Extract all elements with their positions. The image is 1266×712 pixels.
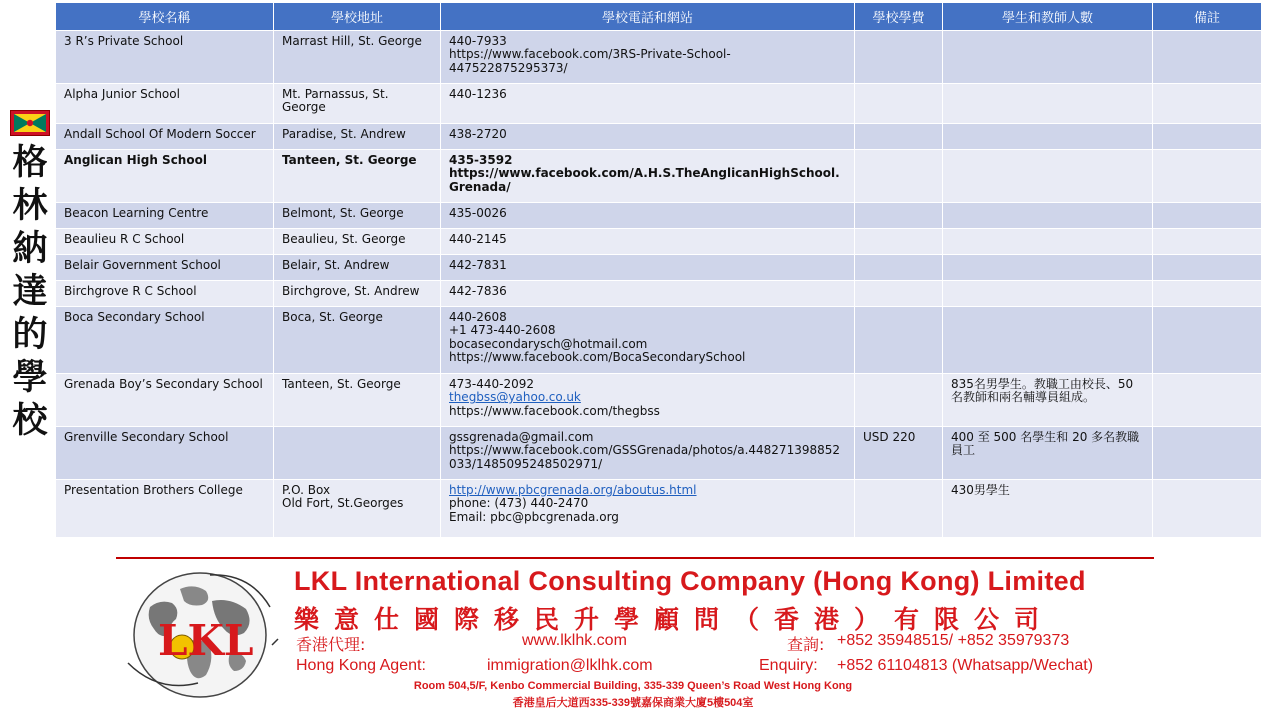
school-fee-cell: USD 220 [855,427,943,480]
school-notes-cell [1153,150,1262,203]
contact-line: 442-7831 [449,258,507,272]
address-line: Beaulieu, St. George [282,232,406,246]
header-tuition: 學校學費 [855,3,943,31]
header-student-teacher-count: 學生和教師人數 [943,3,1153,31]
table-row [56,307,1262,374]
contact-line: https://www.facebook.com/BocaSecondarySchool [449,350,746,365]
address-line: Boca, St. George [282,310,383,324]
school-notes-cell [1153,374,1262,427]
school-people-cell: 430男學生 [943,480,1153,538]
school-people-cell: 400 至 500 名學生和 20 多名教職員工 [943,427,1153,480]
school-people-cell [943,31,1153,84]
school-notes-cell [1153,229,1262,255]
school-contact-cell [441,374,855,427]
school-fee-cell [855,84,943,124]
school-address-cell [274,150,441,203]
school-contact-cell [441,229,855,255]
grenada-flag-icon [10,110,50,136]
title-char: 達 [12,272,48,312]
header-phone-website: 學校電話和網站 [441,3,855,31]
table-row [56,255,1262,281]
school-name-cell: Beaulieu R C School [56,229,274,255]
enquiry-label-en: Enquiry: [759,657,818,674]
contact-line: https://www.facebook.com/3RS-Private-School-447522875295373/ [449,47,731,75]
school-address-cell [274,229,441,255]
table-row [56,203,1262,229]
website-link[interactable]: www.lklhk.com [522,632,627,649]
table-row [56,84,1262,124]
table-row [56,150,1262,203]
contact-line: 442-7836 [449,284,507,298]
contact-line: https://www.facebook.com/thegbss [449,403,660,418]
school-address-cell [274,124,441,150]
address-line: Belmont, St. George [282,206,404,220]
contact-line: phone: (473) 440-2470 [449,496,589,511]
school-name-cell: Birchgrove R C School [56,281,274,307]
school-contact-cell [441,124,855,150]
table-row [56,229,1262,255]
school-notes-cell [1153,307,1262,374]
contact-line[interactable]: thegbss@yahoo.co.uk [449,390,581,405]
header-notes: 備註 [1153,3,1262,31]
company-name-en: LKL International Consulting Company (Hong Kong) Limited [294,566,1086,596]
school-notes-cell [1153,31,1262,84]
contact-line: +1 473-440-2608 [449,323,556,338]
school-name-cell: Grenada Boy’s Secondary School [56,374,274,427]
school-contact-cell [441,427,855,480]
school-notes-cell [1153,255,1262,281]
contact-line: 435-0026 [449,206,507,220]
table-row [56,124,1262,150]
school-people-cell [943,84,1153,124]
school-fee-cell [855,480,943,538]
address-line: Paradise, St. Andrew [282,127,406,141]
school-address-cell [274,374,441,427]
school-address-cell [274,31,441,84]
school-fee-cell [855,124,943,150]
agent-label-zh: 香港代理: [296,635,366,654]
school-fee-cell [855,281,943,307]
school-name-cell: Beacon Learning Centre [56,203,274,229]
school-address-cell [274,281,441,307]
title-char: 林 [12,186,48,226]
school-fee-cell [855,31,943,84]
school-fee-cell [855,229,943,255]
school-name-cell: Belair Government School [56,255,274,281]
school-name-cell: Alpha Junior School [56,84,274,124]
contact-line: 438-2720 [449,127,507,141]
address-en: Room 504,5/F, Kenbo Commercial Building, 335-339 Queen’s Road West Hong Kong [413,680,853,692]
footer-divider [116,557,1154,559]
school-address-cell [274,427,441,480]
table-row [56,374,1262,427]
school-people-cell [943,281,1153,307]
agent-label-en: Hong Kong Agent: [296,657,426,674]
address-line: Belair, St. Andrew [282,258,390,272]
school-address-cell [274,84,441,124]
school-people-cell [943,255,1153,281]
school-notes-cell [1153,124,1262,150]
school-contact-cell [441,281,855,307]
school-notes-cell [1153,84,1262,124]
address-line: Mt. Parnassus, St. George [282,87,389,115]
school-contact-cell [441,255,855,281]
address-line: Birchgrove, St. Andrew [282,284,420,298]
school-address-cell [274,307,441,374]
school-fee-cell [855,255,943,281]
school-people-cell [943,229,1153,255]
contact-line: 440-2145 [449,232,507,246]
contact-line: gssgrenada@gmail.com [449,430,594,444]
address-line: Tanteen, St. George [282,377,401,391]
page-title-block [8,110,54,443]
school-name-cell: Grenville Secondary School [56,427,274,480]
school-name-cell: Presentation Brothers College [56,480,274,538]
header-school-address: 學校地址 [274,3,441,31]
table-row [56,31,1262,84]
school-notes-cell [1153,480,1262,538]
school-contact-cell [441,84,855,124]
school-contact-cell [441,31,855,84]
school-people-cell [943,203,1153,229]
school-name-cell: Anglican High School [56,150,274,203]
school-people-cell [943,150,1153,203]
contact-line: 440-2608 [449,310,507,324]
school-contact-cell [441,307,855,374]
logo-text: LKL [158,616,254,665]
phone-numbers: +852 35948515/ +852 35979373 [837,632,1070,649]
address-line: Old Fort, St.Georges [282,496,404,511]
title-char: 的 [12,315,48,355]
contact-line[interactable]: http://www.pbcgrenada.org/aboutus.html [449,483,697,497]
title-char: 納 [12,229,48,269]
table-row [56,427,1262,480]
company-name-zh: 樂意仕國際移民升學顧問（香港）有限公司 [294,605,1055,634]
school-contact-cell [441,203,855,229]
school-people-cell [943,124,1153,150]
contact-line: https://www.facebook.com/A.H.S.TheAnglicanHighSchool.Grenada/ [449,166,840,194]
title-char: 格 [12,143,48,183]
school-fee-cell [855,150,943,203]
school-address-cell [274,203,441,229]
title-char: 校 [12,401,48,441]
page-title [8,142,52,443]
schools-table [55,2,1262,538]
address-zh: 香港皇后大道西335-339號嘉保商業大廈5樓504室 [512,697,754,709]
whatsapp-number: +852 61104813 (Whatsapp/Wechat) [837,657,1094,674]
school-contact-cell [441,480,855,538]
school-people-cell: 835名男學生。教職工由校長、50名教師和兩名輔導員組成。 [943,374,1153,427]
title-char: 學 [12,358,48,398]
table-row [56,281,1262,307]
school-fee-cell [855,307,943,374]
address-line: Tanteen, St. George [282,153,417,167]
email-link[interactable]: immigration@lklhk.com [487,657,653,674]
school-address-cell [274,480,441,538]
contact-line: 440-1236 [449,87,507,101]
contact-line: 473-440-2092 [449,377,535,391]
school-name-cell: 3 R’s Private School [56,31,274,84]
address-line: Marrast Hill, St. George [282,34,422,48]
address-line: P.O. Box [282,483,331,497]
contact-line: Email: pbc@pbcgrenada.org [449,509,619,524]
school-contact-cell [441,150,855,203]
school-notes-cell [1153,427,1262,480]
school-name-cell: Boca Secondary School [56,307,274,374]
contact-line: https://www.facebook.com/GSSGrenada/photos/a.448271398852033/1485095248502971/ [449,443,841,471]
school-notes-cell [1153,203,1262,229]
contact-line: 440-7933 [449,34,507,48]
school-fee-cell [855,374,943,427]
school-address-cell [274,255,441,281]
header-school-name: 學校名稱 [56,3,274,31]
contact-line: 435-3592 [449,153,513,167]
school-notes-cell [1153,281,1262,307]
table-row [56,480,1262,538]
school-name-cell: Andall School Of Modern Soccer [56,124,274,150]
contact-line: bocasecondarysch@hotmail.com [449,336,648,351]
table-header-row [56,3,1262,31]
school-people-cell [943,307,1153,374]
school-fee-cell [855,203,943,229]
enquiry-label-zh: 查詢: [787,635,825,654]
